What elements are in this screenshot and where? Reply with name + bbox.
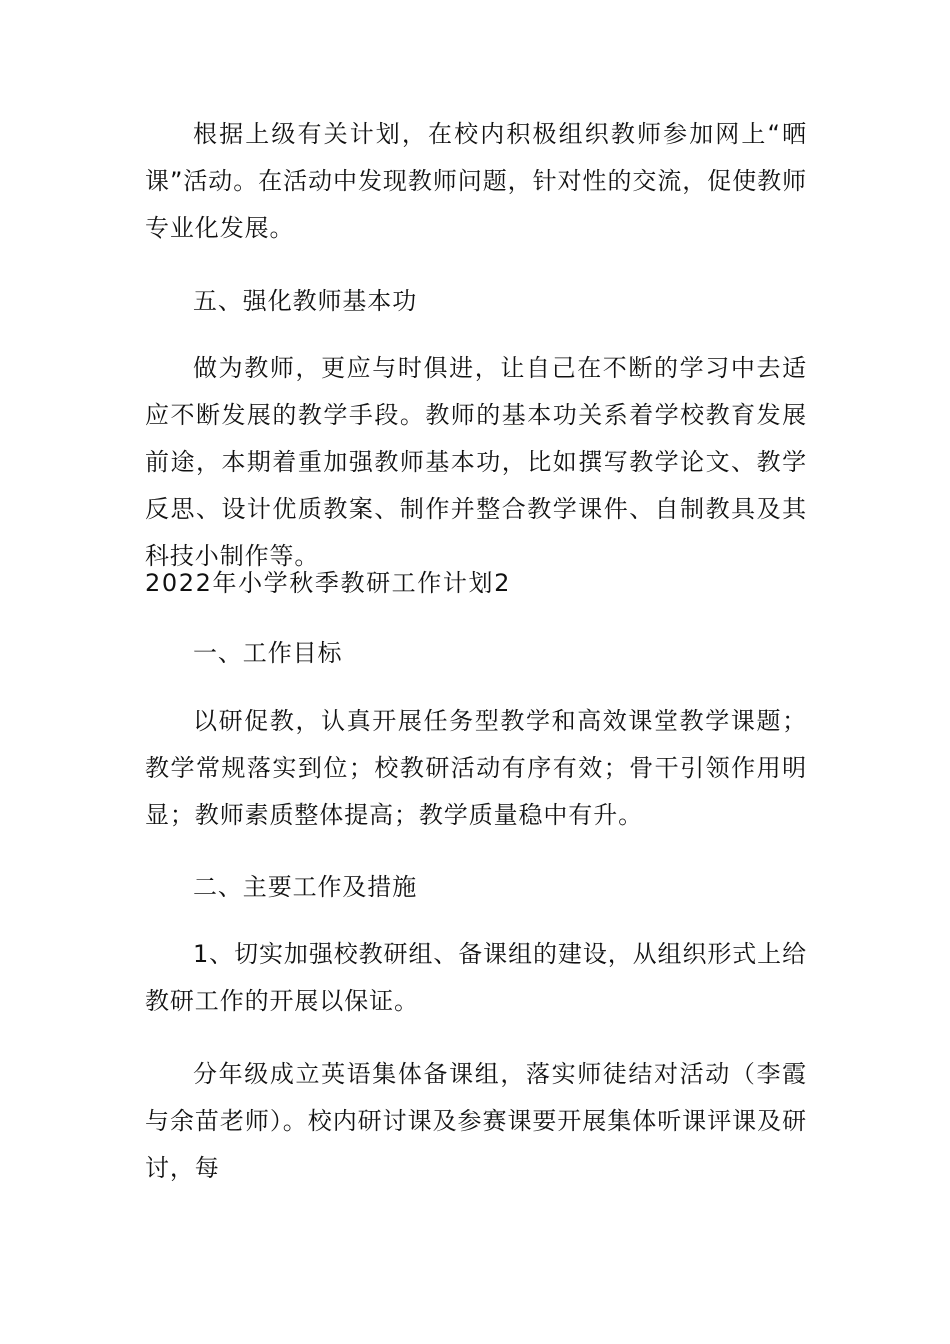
paragraph-teacher-skills: 做为教师，更应与时俱进，让自己在不断的学习中去适应不断发展的教学手段。教师的基本功关系着学校教育发展前途，本期着重加强教师基本功，比如撰写教学论文、教学反思、设计优质教案、制作并整合教学课件、自制教具及其科技小制作等。 (145, 354, 807, 570)
section-heading-main-measures: 二、主要工作及措施 (193, 873, 418, 901)
paragraph-work-goals: 以研促教，认真开展任务型教学和高效课堂教学课题；教学常规落实到位；校教研活动有序有效；骨干引领作用明显；教师素质整体提高；教学质量稳中有升。 (145, 707, 807, 829)
paragraph-lesson-groups: 分年级成立英语集体备课组，落实师徒结对活动（李霞与余苗老师）。校内研讨课及参赛课要开展集体听课评课及研讨，每 (145, 1060, 807, 1182)
paragraph-online-lesson-activity: 根据上级有关计划，在校内积极组织教师参加网上“晒课”活动。在活动中发现教师问题，针对性的交流，促使教师专业化发展。 (145, 120, 807, 242)
paragraph-measure-1: 1、切实加强校教研组、备课组的建设，从组织形式上给教研工作的开展以保证。 (145, 940, 807, 1015)
section-heading-work-goals: 一、工作目标 (193, 639, 343, 667)
section-heading-teacher-skills: 五、强化教师基本功 (193, 287, 418, 315)
document-title: 2022年小学秋季教研工作计划2 (145, 569, 511, 597)
